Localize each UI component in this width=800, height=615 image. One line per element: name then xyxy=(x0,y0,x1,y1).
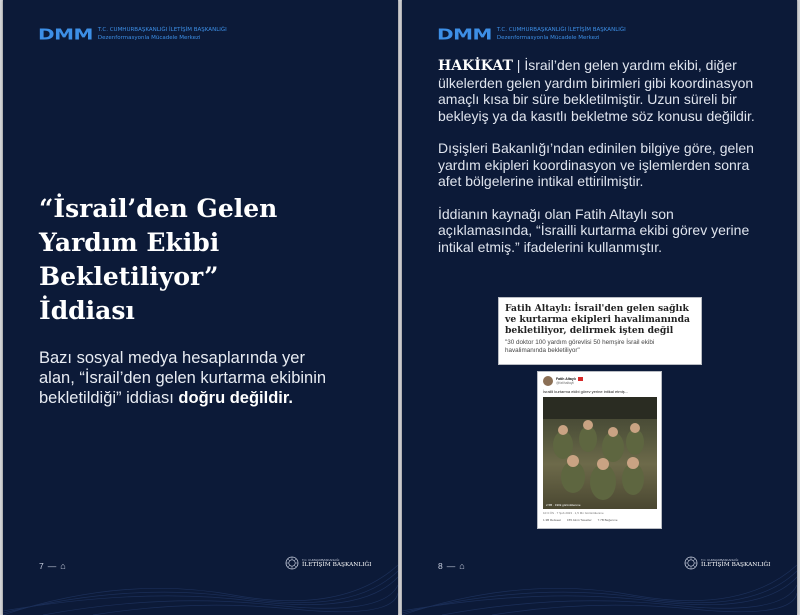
tweet-stat-quotes: 155 Alıntı Tweetler xyxy=(567,518,592,522)
tweet-stat-likes: 7.7B Beğenme xyxy=(597,518,618,522)
tweet-screenshot xyxy=(537,371,662,529)
tweet-video xyxy=(543,397,657,509)
tweet-user xyxy=(543,376,656,386)
home-icon[interactable]: ⌂ xyxy=(459,561,465,571)
org-line-1: T.C. CUMHURBAŞKANLIĞI İLETİŞİM BAŞKANLIĞI xyxy=(97,27,227,33)
claim-description xyxy=(39,348,339,408)
title-line-2: Yardım Ekibi xyxy=(39,228,220,257)
fact-keyword: HAKİKAT xyxy=(438,58,513,74)
decorative-waves xyxy=(402,535,797,615)
page-7 xyxy=(3,0,398,615)
footer-dash: — xyxy=(446,561,456,571)
title-line-1: “İsrail’den Gelen xyxy=(39,194,278,223)
tweet-video-views: 2.5B · 190k görüntülenme xyxy=(546,503,581,507)
org-line-1: T.C. CUMHURBAŞKANLIĞI İLETİŞİM BAŞKANLIĞI xyxy=(496,27,626,33)
page-8 xyxy=(402,0,797,615)
desc-text: Bazı sosyal medya hesaplarında yer alan, “İsrail’den gelen kurtarma ekibinin bekletildiği” iddiası xyxy=(39,349,327,407)
tweet-username: Fatih Altaylı xyxy=(556,377,583,381)
fact-paragraph-3: İddianın kaynağı olan Fatih Altaylı son açıklamasında, “İsrailli kurtarma ekibi görev yerine intikal etmiş.” ifadelerini kullanmıştır. xyxy=(438,205,750,255)
news-subheadline: "30 doktor 100 yardım görevlisi 50 hemşire İsrail ekibi havalimanında bekletiliyor" xyxy=(505,339,655,354)
tweet-meta: 10:3 ÖS · 7 Şub 2023 · 1,5 Mn Görüntülenme xyxy=(543,511,604,515)
dmm-logo xyxy=(437,24,626,44)
news-screenshot xyxy=(498,297,702,365)
logo-org-text xyxy=(98,26,227,42)
ministry-name: İLETİŞİM BAŞKANLIĞI xyxy=(701,561,771,568)
claim-title xyxy=(39,192,339,328)
flag-icon xyxy=(578,377,583,381)
logo-mark: DMM xyxy=(437,25,492,43)
fact-paragraph-2: Dışişleri Bakanlığı’ndan edinilen bilgiye göre, gelen yardım ekipleri koordinasyon ve işlemlerden sonra afet bölgelerine intikal ettirilmiştir. xyxy=(438,140,754,189)
logo-mark: DMM xyxy=(38,25,93,43)
decorative-waves xyxy=(3,535,398,615)
tweet-text: İsrailli kurtarma ekibi görev yerine intikal etmiş... xyxy=(543,389,628,394)
fact-check-body xyxy=(438,57,758,271)
ministry-small-text: T.C. CUMHURBAŞKANLIĞI xyxy=(701,557,739,562)
title-line-4: İddiası xyxy=(39,296,135,325)
tweet-handle: @fatihaltayli xyxy=(556,381,575,385)
footer-dash: — xyxy=(47,561,57,571)
fact-paragraph-1 xyxy=(438,57,758,124)
news-headline: Fatih Altaylı: İsrail'den gelen sağlık ve kurtarma ekipleri havalimanında bekletiliyor, delirmek işten değil xyxy=(505,303,690,336)
org-line-2: Dezenformasyonla Mücadele Merkezi xyxy=(496,35,600,41)
video-scene xyxy=(543,397,657,509)
home-icon[interactable]: ⌂ xyxy=(60,561,66,571)
avatar xyxy=(543,376,553,386)
ministry-name: İLETİŞİM BAŞKANLIĞI xyxy=(302,561,372,568)
desc-verdict: doğru değildir. xyxy=(178,389,293,407)
title-line-3: Bekletiliyor” xyxy=(39,262,219,291)
page-number: 8 xyxy=(438,561,443,571)
dmm-logo xyxy=(38,24,227,44)
logo-org-text xyxy=(497,26,626,42)
org-line-2: Dezenformasyonla Mücadele Merkezi xyxy=(97,35,201,41)
fact-text-1: İsrail’den gelen yardım ekibi, diğer ülkelerden gelen yardım birimleri gibi koordinasyon amaçlı kısa bir süre bekletilmiştir. Uzun süreli bir bekleyiş ya da kasıtlı bekletme söz konusu değildir. xyxy=(438,57,755,124)
page-number: 7 xyxy=(39,561,44,571)
tweet-stats xyxy=(543,518,656,522)
keyword-separator: | xyxy=(512,57,525,73)
ministry-small-text: T.C. CUMHURBAŞKANLIĞI xyxy=(302,557,340,562)
tweet-stat-retweets: 1.3B Retweet xyxy=(543,518,562,522)
